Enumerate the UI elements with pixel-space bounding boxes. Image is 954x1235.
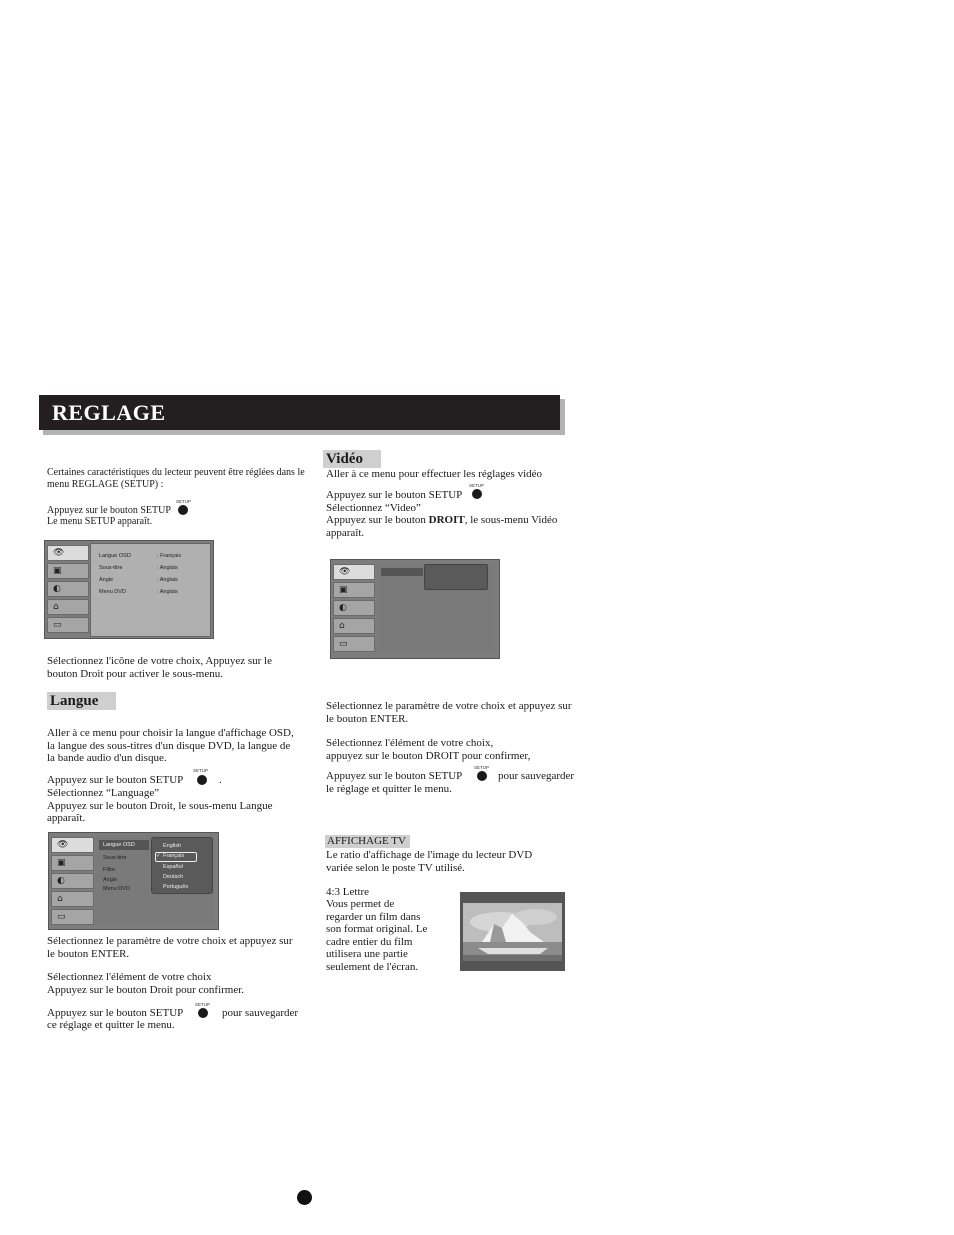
menu-item: Angle bbox=[103, 877, 118, 883]
video-step-right bbox=[326, 514, 557, 527]
quit-text: ce réglage et quitter le menu. bbox=[47, 1019, 175, 1031]
option: Español bbox=[163, 864, 183, 870]
langue-step-save: Appuyez sur le bouton SETUP bbox=[47, 1007, 184, 1019]
menu-item: Filtre bbox=[103, 867, 116, 873]
menu-highlight bbox=[381, 568, 423, 576]
menu-tab-misc bbox=[51, 909, 94, 925]
setup-button-icon bbox=[477, 771, 487, 781]
setup-label: SETUP bbox=[469, 483, 485, 488]
menu-content-panel bbox=[377, 563, 495, 653]
menu-item: Langue OSD bbox=[103, 842, 135, 848]
menu-item: Menu DVD bbox=[103, 886, 130, 892]
option: English bbox=[163, 843, 182, 849]
menu-tab-language bbox=[51, 837, 94, 853]
tv-icon: ▭ bbox=[53, 620, 62, 630]
speaker-icon: ◐ bbox=[57, 876, 65, 886]
menu-item: Angle bbox=[99, 577, 114, 583]
video-step-enter: Sélectionnez le paramètre de votre choix et appuyez sur le bouton ENTER. bbox=[326, 700, 572, 725]
menu-tab-rating bbox=[333, 618, 375, 634]
video-step-setup: Appuyez sur le bouton SETUP bbox=[326, 489, 463, 501]
langue-step-enter: Sélectionnez le paramètre de votre choix et appuyez sur le bouton ENTER. bbox=[47, 935, 293, 960]
setup-label: SETUP bbox=[193, 768, 209, 773]
video-step-select: Sélectionnez “Video” bbox=[326, 502, 421, 514]
iceberg-photo bbox=[460, 892, 565, 971]
menu-tab-audio bbox=[333, 600, 375, 616]
menu-tab-video bbox=[47, 563, 89, 579]
menu-item: Sous-titre bbox=[103, 855, 127, 861]
video-menu-screenshot bbox=[330, 559, 500, 659]
menu-tab-audio bbox=[51, 873, 94, 889]
video-heading: Vidéo bbox=[323, 450, 381, 468]
tv-icon: ▭ bbox=[57, 912, 66, 922]
menu-content-panel bbox=[95, 835, 214, 925]
menu-tab-rating bbox=[47, 599, 89, 615]
menu-tab-misc bbox=[333, 636, 375, 652]
langue-step-select: Sélectionnez “Language” Appuyez sur le bouton Droit, le sous-menu Langue apparaît. bbox=[47, 787, 273, 825]
text-part: , le sous-menu Vidéo bbox=[464, 514, 558, 526]
option: Deutsch bbox=[163, 874, 184, 880]
menu-tab-audio bbox=[47, 581, 89, 597]
setup-label: SETUP bbox=[195, 1002, 211, 1007]
setup-button-icon bbox=[197, 775, 207, 785]
video-description: Aller à ce menu pour effectuer les réglages vidéo bbox=[326, 468, 543, 480]
option: Português bbox=[163, 884, 189, 890]
video-step-save: Appuyez sur le bouton SETUP bbox=[326, 770, 463, 782]
menu-tab-misc bbox=[47, 617, 89, 633]
quit-text: le réglage et quitter le menu. bbox=[326, 783, 452, 795]
setup-button-icon bbox=[178, 505, 188, 515]
menu-item: Menu DVD bbox=[99, 589, 126, 595]
menu-value: Anglais bbox=[159, 577, 178, 583]
menu-item: Sous-titre bbox=[99, 565, 123, 571]
eye-icon: 👁 bbox=[339, 567, 351, 577]
screen-icon: ▣ bbox=[53, 566, 62, 576]
period: . bbox=[219, 774, 222, 786]
menu-value: Anglais bbox=[159, 565, 178, 571]
langue-step-setup: Appuyez sur le bouton SETUP bbox=[47, 774, 184, 786]
mode-title: 4:3 Lettre bbox=[326, 886, 370, 898]
setup-button-icon bbox=[472, 489, 482, 499]
mode-description: Vous permet de regarder un film dans son format original. Le cadre entier du film utilisera une partie seulement de l'écran. bbox=[326, 898, 428, 973]
setup-step-text: Appuyez sur le bouton SETUP bbox=[47, 505, 171, 516]
screen-icon: ▣ bbox=[339, 585, 348, 595]
menu-content-panel: Langue OSD Sous-titre Angle Menu DVD : Français : Anglais : Anglais : Anglais bbox=[90, 543, 211, 637]
menu-value: Français bbox=[160, 553, 182, 559]
select-icon-text: Sélectionnez l'icône de votre choix, Appuyez sur le bouton Droit pour activer le sous-menu. bbox=[47, 655, 272, 680]
intro-text: Certaines caractéristiques du lecteur peuvent être réglées dans le menu REGLAGE (SETUP) : bbox=[47, 467, 305, 490]
affichage-tv-description: Le ratio d'affichage de l'image du lecteur DVD variée selon le poste TV utilisé. bbox=[326, 849, 533, 874]
lock-icon: ⌂ bbox=[53, 602, 59, 612]
setup-button-icon bbox=[198, 1008, 208, 1018]
page-title: REGLAGE bbox=[52, 400, 166, 425]
letterbox-example-image bbox=[460, 892, 565, 971]
page-number-dot bbox=[297, 1190, 312, 1205]
affichage-tv-heading: AFFICHAGE TV bbox=[325, 835, 410, 848]
menu-value: Anglais bbox=[159, 589, 178, 595]
text-bold: DROIT bbox=[428, 514, 465, 526]
setup-menu-screenshot bbox=[44, 540, 214, 639]
menu-tab-video bbox=[51, 855, 94, 871]
tv-icon: ▭ bbox=[339, 639, 348, 649]
video-options-popup bbox=[424, 564, 488, 590]
save-text: pour sauvegarder bbox=[498, 770, 575, 782]
setup-label: SETUP bbox=[474, 765, 490, 770]
speaker-icon: ◐ bbox=[339, 603, 347, 613]
video-appears-text: apparaît. bbox=[326, 527, 365, 539]
lock-icon: ⌂ bbox=[57, 894, 63, 904]
menu-tab-language bbox=[333, 564, 375, 580]
langue-menu-screenshot bbox=[48, 832, 219, 930]
menu-item: Langue OSD bbox=[99, 553, 131, 559]
menu-tab-video bbox=[333, 582, 375, 598]
language-options-popup bbox=[151, 837, 213, 894]
eye-icon: 👁 bbox=[53, 548, 65, 558]
save-text: pour sauvegarder bbox=[222, 1007, 299, 1019]
video-step-confirm: Sélectionnez l'élément de votre choix, appuyez sur le bouton DROIT pour confirmer, bbox=[326, 737, 531, 762]
langue-heading: Langue bbox=[47, 692, 116, 710]
setup-label: SETUP bbox=[176, 499, 192, 504]
langue-description: Aller à ce menu pour choisir la langue d'affichage OSD, la langue des sous-titres d'un disque DVD, la langue de la bande audio d'un disque. bbox=[47, 727, 294, 765]
eye-icon: 👁 bbox=[57, 840, 69, 850]
setup-menu-appears-text: Le menu SETUP apparaît. bbox=[47, 516, 153, 527]
screen-icon: ▣ bbox=[57, 858, 66, 868]
menu-tab-language bbox=[47, 545, 89, 561]
menu-tab-rating bbox=[51, 891, 94, 907]
option: Français bbox=[163, 853, 185, 859]
speaker-icon: ◐ bbox=[53, 584, 61, 594]
lock-icon: ⌂ bbox=[339, 621, 345, 631]
text-part: Appuyez sur le bouton bbox=[326, 514, 429, 526]
langue-step-confirm: Sélectionnez l'élément de votre choix Appuyez sur le bouton Droit pour confirmer. bbox=[47, 971, 245, 996]
check-icon: ✓ bbox=[156, 853, 161, 859]
